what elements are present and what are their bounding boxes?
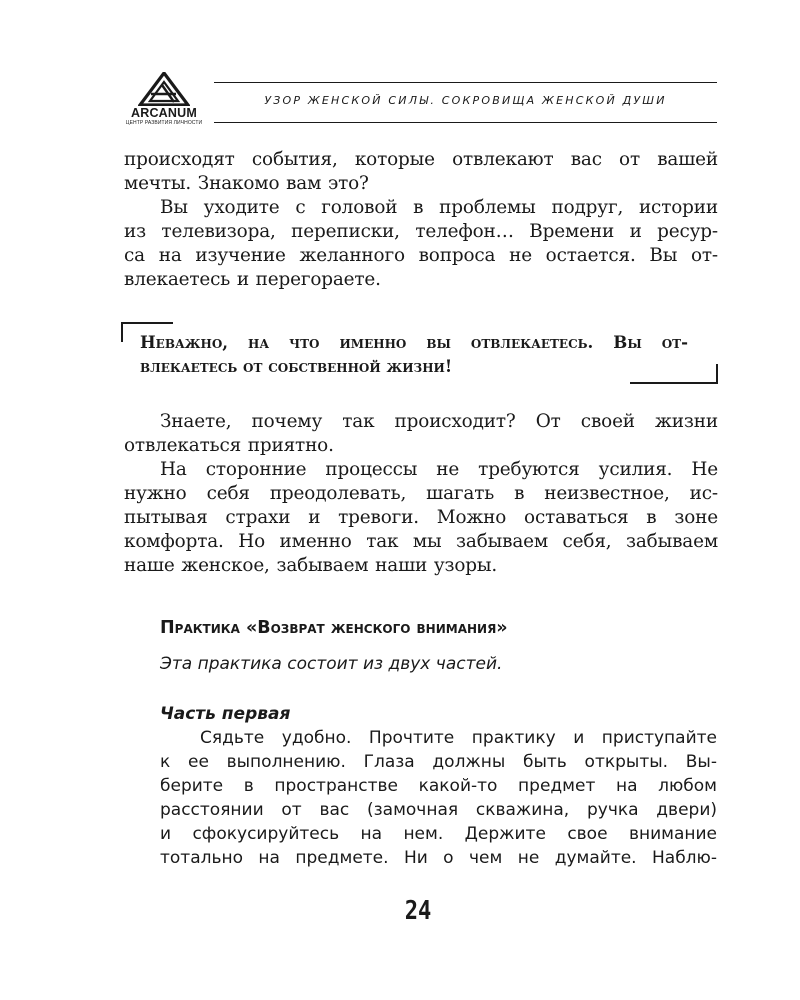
text-line: расстоянии от вас (замочная скважина, ручка двери) xyxy=(160,800,717,820)
header-rule-top xyxy=(214,82,717,83)
text-block-1 xyxy=(124,148,718,292)
callout-bracket-bottom-right xyxy=(630,364,718,384)
logo-name: ARCANUM xyxy=(131,106,197,120)
text-line: мечты. Знакомо вам это? xyxy=(124,173,369,194)
practice-text-block xyxy=(160,726,717,870)
text-line: комфорта. Но именно так мы забываем себя, забываем xyxy=(124,531,718,552)
text-line: пытывая страхи и тревоги. Можно оставаться в зоне xyxy=(124,507,718,528)
text-line: На сторонние процессы не требуются усилия. Не xyxy=(160,459,718,480)
callout-line: влекаетесь от собственной жизни! xyxy=(140,356,453,376)
text-line: тотально на предмете. Ни о чем не думайте. Наблю- xyxy=(160,848,717,868)
text-line: берите в пространстве какой-то предмет на любом xyxy=(160,776,717,796)
practice-intro: Эта практика состоит из двух частей. xyxy=(160,654,503,674)
header-rule-bottom xyxy=(214,122,717,123)
callout-quote xyxy=(140,331,688,379)
text-block-2 xyxy=(124,410,718,578)
text-line: наше женское, забываем наши узоры. xyxy=(124,555,498,576)
callout-line: Неважно, на что именно вы отвлекаетесь. Вы от- xyxy=(140,332,688,352)
part-title: Часть первая xyxy=(160,704,291,724)
text-line: Знаете, почему так происходит? От своей жизни xyxy=(160,411,718,432)
text-line: из телевизора, переписки, телефон… Времени и ресур- xyxy=(124,221,718,242)
page-number: 24 xyxy=(404,896,432,926)
text-line: Вы уходите с головой в проблемы подруг, истории xyxy=(160,197,718,218)
text-line: отвлекаться приятно. xyxy=(124,435,334,456)
practice-title: Практика «Возврат женского внимания» xyxy=(160,618,508,638)
text-line: нужно себя преодолевать, шагать в неизвестное, ис- xyxy=(124,483,718,504)
text-line: происходят события, которые отвлекают вас от вашей xyxy=(124,149,718,170)
text-line: Сядьте удобно. Прочтите практику и приступайте xyxy=(200,728,717,748)
logo-subtitle: ЦЕНТР РАЗВИТИЯ ЛИЧНОСТИ xyxy=(125,120,203,126)
text-line: са на изучение желанного вопроса не остается. Вы от- xyxy=(124,245,718,266)
triangle-logo-icon xyxy=(138,72,190,106)
text-line: к ее выполнению. Глаза должны быть открыты. Вы- xyxy=(160,752,717,772)
text-line: влекаетесь и перегораете. xyxy=(124,269,381,290)
text-line: и сфокусируйтесь на нем. Держите свое внимание xyxy=(160,824,717,844)
arcanum-logo xyxy=(120,72,208,128)
running-head: УЗОР ЖЕНСКОЙ СИЛЫ. СОКРОВИЩА ЖЕНСКОЙ ДУШИ xyxy=(264,94,667,107)
